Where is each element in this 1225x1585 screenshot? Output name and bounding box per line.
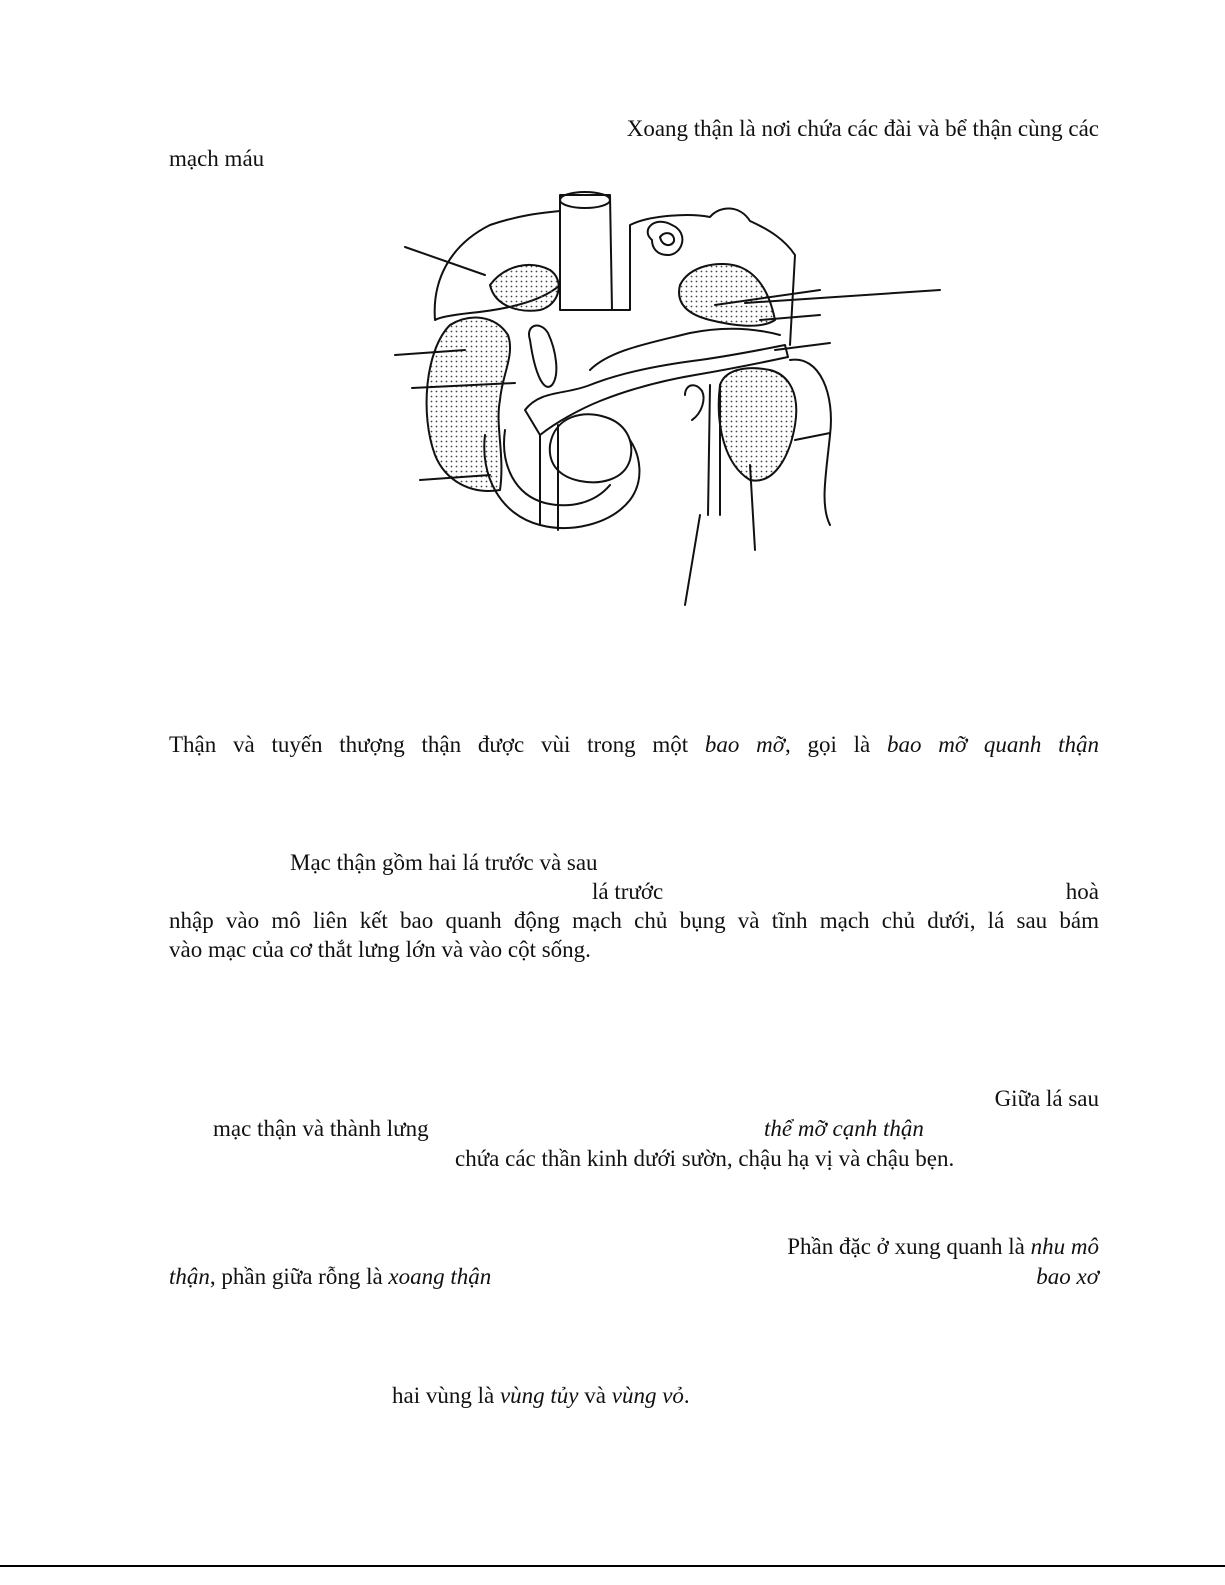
right-kidney-outline [427,318,510,491]
p4-line1: Giữa lá sau [994,1086,1099,1111]
leader-line [405,247,485,275]
p2-seg1: Thận và tuyến thượng thận được vùi trong một [169,732,705,757]
leader-line [685,515,700,605]
p6-e: . [683,1383,690,1408]
p5-line2b: , phần giữa rỗng là [209,1264,389,1289]
p3-line2a: lá trước [592,879,664,904]
p5-line1a: Phần đặc ở xung quanh là [787,1234,1031,1259]
p2-line1 [169,730,1099,760]
p6-c: và [578,1383,612,1408]
p6-a: hai vùng là [392,1383,500,1408]
p4-line3: chứa các thần kinh dưới sườn, chậu hạ vị và chậu bẹn. [455,1146,955,1171]
p5-italic-xoang-than: xoang thận [388,1264,492,1289]
p2-italic-bao-mo-quanh-than: bao mỡ quanh thận [887,732,1099,757]
p5-line1 [600,1232,1099,1262]
p5-italic-than: thận [169,1264,210,1289]
p4-italic-the-mo: thể mỡ cạnh thận [764,1116,924,1141]
leader-line [775,343,830,350]
p4-line2a: mạc thận và thành lưng [213,1116,429,1141]
p3-line3: nhập vào mô liên kết bao quanh động mạch chủ bụng và tĩnh mạch chủ dưới, lá sau bám [169,908,1099,933]
p3-line2b: hoà [1065,879,1099,904]
p6-italic-vung-tuy: vùng tủy [499,1383,579,1408]
p1-line2: mạch máu [169,146,265,171]
kidney-anatomy-figure [390,185,950,615]
footer-rule [0,1565,1225,1567]
p5-line2-right [950,1262,1099,1292]
p5-italic-nhu-mo: nhu mô [1030,1234,1099,1259]
p6-italic-vung-vo: vùng vỏ [611,1383,684,1408]
leader-line [795,433,830,440]
esophagus-outline [560,195,612,310]
p5-line2 [169,1262,491,1292]
left-kidney-outline [719,368,797,480]
p2-seg2: , gọi là [785,732,887,757]
p2-italic-bao-mo: bao mỡ [704,732,786,757]
p5-italic-bao-xo: bao xơ [1036,1264,1099,1289]
p4-line2b [764,1114,924,1144]
p3-line4: vào mạc của cơ thắt lưng lớn và vào cột sống. [169,937,591,962]
p6-line1 [392,1381,690,1411]
p3-line1: Mạc thận gồm hai lá trước và sau [290,850,598,875]
p1-line1: Xoang thận là nơi chứa các đài và bể thận cùng các [626,116,1099,141]
